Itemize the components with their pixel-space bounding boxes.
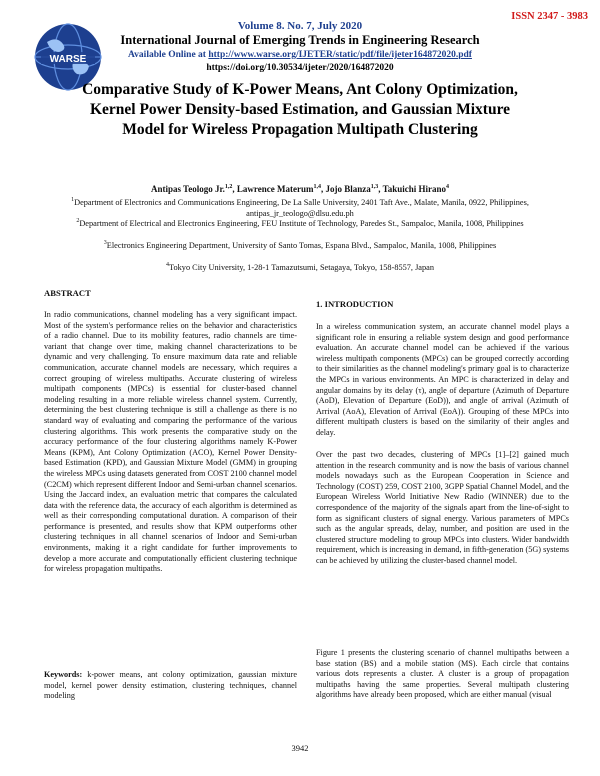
author-2-sup: 1,4 <box>313 184 321 190</box>
author-list: Antipas Teologo Jr.$^{1,2}$, Lawrence Materum$^{1,4}$, Jojo Blanza$^{1,3}$, Takuichi Hirano$^4$ <box>150 184 450 194</box>
affiliation-2 <box>40 218 560 229</box>
affiliation-4-text: Tokyo City University, 1-28-1 Tamazutsumi, Setagaya, Tokyo, 158-8557, Japan <box>169 263 434 272</box>
affiliation-2-sup: 2 <box>76 218 80 225</box>
intro-paragraph-2: Over the past two decades, clustering of MPCs [1]–[2] gained much attention in the research community and is now the basis of various channel models nowadays such as the European Cooperation in Science and Technology (COST) 259, COST 2100, 3GPP Spatial Channel Model, and the European Wireless World Initiative New Radio (WINNER) due to the correspondence of the majority of the signals apart from the line-of-sight to form as significant clusters of signal energy. Various parameters of MPCs such as the angular spreads, delay, number, and position are used in the clustered structure modeling to group MPCs into clusters. Wider bandwidth requirement, which is increasing in demand, in fifth-generation (5G) systems can be achieved by utilizing the cluster-based channel model. <box>316 450 569 565</box>
abstract-heading: ABSTRACT <box>44 288 91 298</box>
intro-paragraph-1: In a wireless communication system, an accurate channel model plays a significant role in ensuring a reliable system design and good performance evaluation. An accurate channel model can be achieved if the various wireless multipath components (MPCs) can be grouped correctly according to their similarities as the channel modeling's primary goal is to characterize the MPCs in various environments. An MPC is characterized in delay and angular domains by its delay (τ), angle of departure (Azimuth of Departure (AoD), Elevation of Departure (EoD)), and angle of arrival (Azimuth of Arrival (AoA), Elevation of Arrival (EoA)). Grouping of these MPCs into different multipath clusters is based on the similarity of their angles and delay. <box>316 322 569 437</box>
page-number: 3942 <box>291 743 309 753</box>
author-1-sup: 1,2 <box>224 184 233 190</box>
affiliation-4 <box>40 262 560 273</box>
pdf-link[interactable]: http://www.warse.org/IJETER/static/pdf/file/ijeter164872020.pdf <box>208 50 472 60</box>
affiliation-1-sup: 1 <box>71 197 75 204</box>
affiliation-1-text: Department of Electronics and Communications Engineering, De La Salle University, 2401 Taft Ave., Malate, Manila, 0922, Philippines, antipas_jr_teologo@dlsu.edu.ph <box>74 198 529 218</box>
affiliation-3-text: Electronics Engineering Department, University of Santo Tomas, Espana Blvd., Sampaloc, Manila, 1008, Philippines <box>106 241 497 250</box>
intro-paragraph-3: Figure 1 presents the clustering scenario of channel multipaths between a base station (BS) and a mobile station (MS). Each circle that contains various dots represents a cluster. A cluster is a group of propagation multipaths having the same properties. Several multipath clustering algorithms have already been proposed, which are either manual (visual <box>316 648 569 700</box>
keywords-text: k-power means, ant colony optimization, gaussian mixture model, kernel power density estimation, clustering techniques, channel modeling <box>44 670 297 701</box>
volume-line: Volume 8. No. 7, July 2020 <box>237 20 363 32</box>
affiliation-1 <box>40 197 560 219</box>
doi-link[interactable]: https://doi.org/10.30534/ijeter/2020/164872020 <box>206 63 394 73</box>
author-1: Antipas Teologo Jr. <box>150 184 225 194</box>
affiliation-3-sup: 3 <box>103 240 107 247</box>
author-2: Lawrence Materum <box>236 184 314 194</box>
paper-title: Comparative Study of K-Power Means, Ant Colony Optimization, Kernel Power Density-based Estimation, and Gaussian Mixture Model for Wireless Propagation Multipath Clustering <box>82 81 518 138</box>
author-4: Takuichi Hirano <box>382 184 447 194</box>
abstract-body: In radio communications, channel modeling has a very significant impact. Most of the system's performance relies on the behavior and characteristics of a radio channel. Due to its mobility features, radio channels are time-variant that change over time, making channel characterizations to be dynamic and very challenging. To ensure maximum data rate and reliable communication, accurate channel models are necessary, which requires a correct grouping of wireless multipaths. Accurate clustering of wireless multipath components (MPCs) is essential for cluster-based channel modeling resulting in a more reliable wireless channel system. Currently, determining the best clustering technique is still a challenge as there is no standard way of evaluating and comparing the performance of the various clustering algorithms. This work presents the comparative study on the accuracy performance of the four clustering algorithms namely K-Power Means (KPM), Ant Colony Optimization (ACO), Kernel Power Density-based Estimation (KPD), and Gaussian Mixture Model (GMM) in grouping the wireless MPCs using datasets generated from COST 2100 channel model (C2CM) which represent different Indoor and Semi-urban channel scenarios. Using the Jaccard index, an evaluation metric that compares the calculated data with the reference data, the accuracy of each algorithm is determined as well as their corresponding computational duration. A comparison of their performance is presented, and results show that KPM outperforms other clustering techniques in all channel scenarios of Indoor and Semi-urban environments, making it a right candidate for further improvements to develop a more accurate and computationally efficient clustering technique for wireless propagation multipaths. <box>44 310 297 574</box>
issn-label: ISSN 2347 - 3983 <box>511 11 588 22</box>
keywords-label: Keywords: <box>44 670 83 679</box>
journal-name: International Journal of Emerging Trends in Engineering Research <box>120 33 480 47</box>
introduction-heading: 1. INTRODUCTION <box>316 299 394 309</box>
author-3: Jojo Blanza <box>325 184 371 194</box>
logo-text: WARSE <box>49 54 87 65</box>
affiliation-3 <box>40 240 560 251</box>
available-online <box>0 50 600 60</box>
affiliation-4-sup: 4 <box>166 262 170 269</box>
available-prefix: Available Online at <box>128 50 209 60</box>
affiliation-2-text: Department of Electrical and Electronics Engineering, FEU Institute of Technology, Paredes St., Sampaloc, Manila, 1008, Philippines <box>79 219 524 228</box>
author-4-sup: 4 <box>446 184 450 190</box>
author-3-sup: 1,3 <box>370 184 379 190</box>
keywords <box>44 670 297 702</box>
